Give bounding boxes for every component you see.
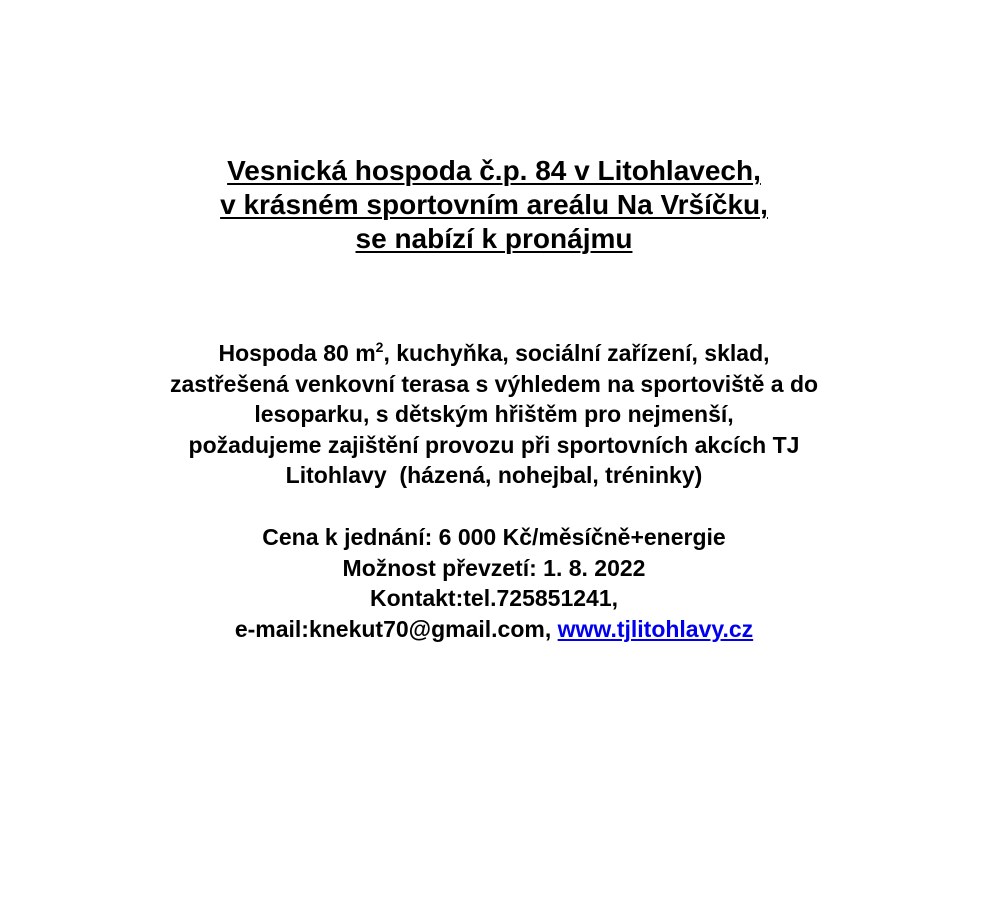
title-line-3: se nabízí k pronájmu: [355, 223, 633, 254]
description-line-1: Hospoda 80 $m^2$, kuchyňka, sociální zařízení, sklad,: [218, 339, 770, 366]
superscript-2: 2: [375, 339, 384, 355]
email-text: e-mail:knekut70@gmail.com,: [234, 615, 558, 642]
description-paragraph: [0, 338, 988, 491]
website-link[interactable]: www.tjlitohlavy.cz: [557, 615, 754, 642]
description-line-4: požadujeme zajištění provozu při sportovních akcích TJ: [188, 431, 800, 458]
description-line-5: Litohlavy (házená, nohejbal, tréninky): [285, 462, 703, 488]
description-line-3: lesoparku, s dětským hřištěm pro nejmenší,: [254, 401, 734, 427]
price-line: Cena k jednání: 6 000 Kč/měsíčně+energie: [262, 524, 726, 550]
page-title: [0, 154, 988, 256]
description-line-2: zastřešená venkovní terasa s výhledem na sportoviště a do: [169, 370, 819, 397]
email-line: [0, 614, 988, 645]
contact-info: [0, 522, 988, 644]
phone-line: Kontakt:tel.725851241,: [369, 585, 618, 611]
availability-line: Možnost převzetí: 1. 8. 2022: [342, 554, 646, 581]
title-line-2: v krásném sportovním areálu Na Vršíčku,: [220, 189, 768, 220]
title-line-1: Vesnická hospoda č.p. 84 v Litohlavech,: [227, 155, 761, 186]
